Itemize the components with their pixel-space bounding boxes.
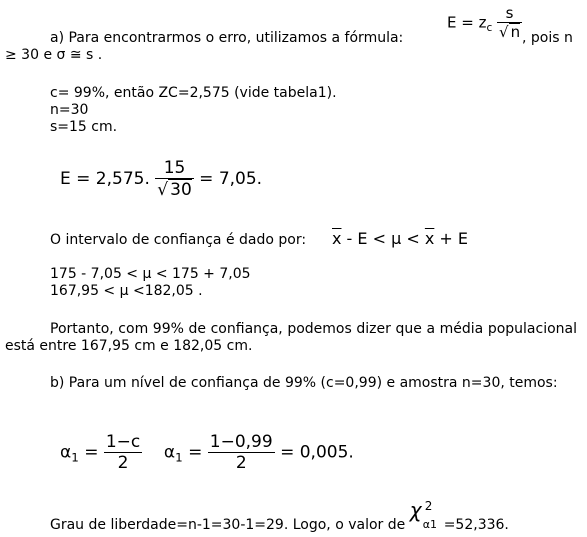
chi-sub: α1 bbox=[422, 518, 437, 531]
part-b-paragraph bbox=[5, 375, 577, 392]
interval-xbar-1: $\overline{x}$ bbox=[332, 229, 342, 248]
error-calc-num: 15 bbox=[163, 158, 186, 178]
alpha1-lhs: α bbox=[60, 442, 72, 463]
alpha1-fraction bbox=[104, 432, 142, 473]
error-calculation bbox=[60, 158, 262, 200]
alpha2-fraction bbox=[208, 432, 275, 473]
alpha2-den: 2 bbox=[208, 452, 275, 473]
error-calc-rhs: = 7,05. bbox=[199, 169, 263, 189]
dof-text: Grau de liberdade=n-1=30-1=29. Logo, o valor de bbox=[50, 517, 406, 533]
part-b-text: b) Para um nível de confiança de 99% (c=0,99) e amostra n=30, temos: bbox=[50, 375, 558, 391]
part-a-condition: ≥ 30 e σ ≅ s . bbox=[5, 47, 103, 63]
interval-xbar-2: $\overline{x}$ bbox=[424, 229, 435, 248]
error-formula-num: s bbox=[505, 4, 514, 22]
error-formula bbox=[447, 5, 522, 41]
error-formula-lhs: E = z bbox=[447, 13, 487, 32]
alpha-formula bbox=[60, 432, 354, 473]
chi-sup: 2 bbox=[424, 499, 433, 513]
interval-line-2: 167,95 < μ <182,05 . bbox=[50, 283, 203, 299]
alpha2-rhs: = 0,005. bbox=[280, 442, 354, 463]
interval-label: O intervalo de confiança é dado por: bbox=[50, 232, 307, 248]
given-confidence: c= 99%, então ZC=2,575 (vide tabela1). bbox=[50, 85, 337, 101]
given-s: s=15 cm. bbox=[50, 119, 118, 135]
dof-end: =52,336. bbox=[443, 517, 509, 533]
error-formula-fraction bbox=[497, 5, 522, 41]
error-formula-sub: c bbox=[486, 22, 493, 35]
error-formula-den: √ n bbox=[499, 23, 521, 41]
conclusion-text: Portanto, com 99% de confiança, podemos dizer que a média populacional está entre 167,95 cm e 182,05 cm. bbox=[5, 321, 577, 354]
chi-square-symbol bbox=[409, 498, 444, 531]
error-calc-den: √ 30 bbox=[157, 180, 192, 200]
alpha2-eq: = bbox=[188, 442, 203, 463]
interval-end: + E bbox=[434, 229, 469, 248]
given-n: n=30 bbox=[50, 102, 89, 118]
alpha1-eq: = bbox=[84, 442, 99, 463]
conclusion-paragraph bbox=[5, 321, 577, 355]
interval-mid: - E < μ < bbox=[341, 229, 420, 248]
part-a-intro-text: a) Para encontrarmos o erro, utilizamos a fórmula: bbox=[50, 30, 404, 46]
part-a-intro-end: , pois n bbox=[522, 30, 573, 46]
alpha2-num: 1−0,99 bbox=[209, 432, 273, 452]
alpha2-sub: 1 bbox=[175, 450, 183, 465]
alpha1-sub: 1 bbox=[71, 450, 79, 465]
error-calc-lhs: E = 2,575. bbox=[60, 169, 150, 189]
alpha2-lhs: α bbox=[163, 442, 176, 463]
interval-line-1: 175 - 7,05 < μ < 175 + 7,05 bbox=[50, 266, 251, 282]
interval-expression bbox=[332, 229, 468, 249]
error-calc-fraction bbox=[155, 158, 193, 200]
part-a-intro bbox=[50, 30, 403, 47]
alpha1-den: 2 bbox=[104, 452, 142, 473]
dof-line bbox=[50, 498, 509, 534]
chi-letter: χ bbox=[409, 498, 422, 522]
alpha1-num: 1−c bbox=[105, 432, 141, 452]
